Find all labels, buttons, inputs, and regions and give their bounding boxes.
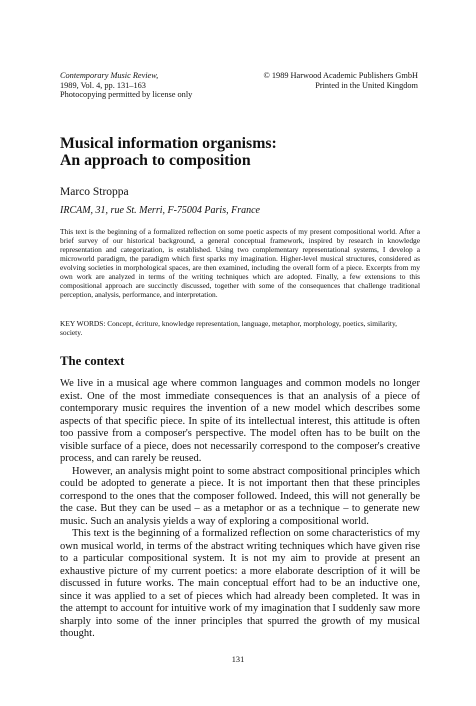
author-name: Marco Stroppa: [60, 186, 129, 198]
keywords-list: Concept, écriture, knowledge representation, language, metaphor, morphology, poetics, similarity, society.: [60, 319, 398, 337]
volume-info: 1989, Vol. 4, pp. 131–163: [60, 80, 146, 90]
paragraph: This text is the beginning of a formalized reflection on some characteristics of my own musical world, in terms of the abstract writing techniques which have given rise to a particular compositional system. It is not my aim to provide at present an exhaustive picture of my current poetics: a more elaborate description of it will be discussed in future works. The main conceptual effort had to be an inductive one, since it was applied to a set of pieces which had already been completed. It was in the attempt to account for intuitive work of my imagination that I suddenly saw more sharply into some of the inner principles that spurred the growth of my musical thought.: [60, 528, 420, 639]
printed-line: Printed in the United Kingdom: [315, 80, 418, 90]
abstract: This text is the beginning of a formalized reflection on some poetic aspects of my present compositional world. After a brief survey of our historical background, a general conceptual framework, inspired by research in knowledge representation and categorization, is established. Using two complementary representational systems, I develop a microworld paradigm, the paradigm which first sparks my imagination. Higher-level musical structures, considered as evolving societies in morphological spaces, are then examined, including the overall form of a piece. Excerpts from my own work are analyzed in terms of the writing techniques which are adopted. Finally, a few extensions to this compositional approach are succinctly discussed, together with some of the consequences that challenge traditional perception, analysis, performance, and interpretation.: [60, 227, 420, 299]
title-line-1: Musical information organisms:: [60, 135, 277, 152]
permission-note: Photocopying permitted by license only: [60, 90, 193, 100]
section-body: [60, 378, 420, 641]
journal-name: Contemporary Music Review,: [60, 71, 159, 80]
title-line-2: An approach to composition: [60, 151, 251, 169]
page-number: 131: [231, 655, 245, 664]
journal-header-right: [218, 71, 418, 90]
author-affiliation: IRCAM, 31, rue St. Merri, F-75004 Paris, France: [60, 205, 260, 216]
keywords-label: KEY WORDS:: [60, 319, 106, 328]
paragraph: We live in a musical age where common languages and common models no longer exist. One of the most immediate consequences is that an analysis of a piece of contemporary music requires the invention of a new model which describes some aspects of that specific piece. In spite of its intellectual interest, this attitude is often too passive from a composer's perspective. The model often has to be built on the visible surface of a piece, does not necessarily correspond to the composer's creative process, and can rarely be reused.: [60, 378, 420, 464]
keywords: [60, 320, 420, 338]
paragraph: However, an analysis might point to some abstract compositional principles which could be adopted to generate a piece. It is not important then that these principles correspond to the ones that the composer followed. Indeed, this will not generally be the case. But they can be used – as a metaphor or as a technique – to generate new music. Such an analysis yields a way of exploring a compositional world.: [60, 465, 420, 527]
article-title: [60, 136, 420, 169]
copyright-line: © 1989 Harwood Academic Publishers GmbH: [263, 71, 418, 80]
section-heading: The context: [60, 354, 125, 368]
